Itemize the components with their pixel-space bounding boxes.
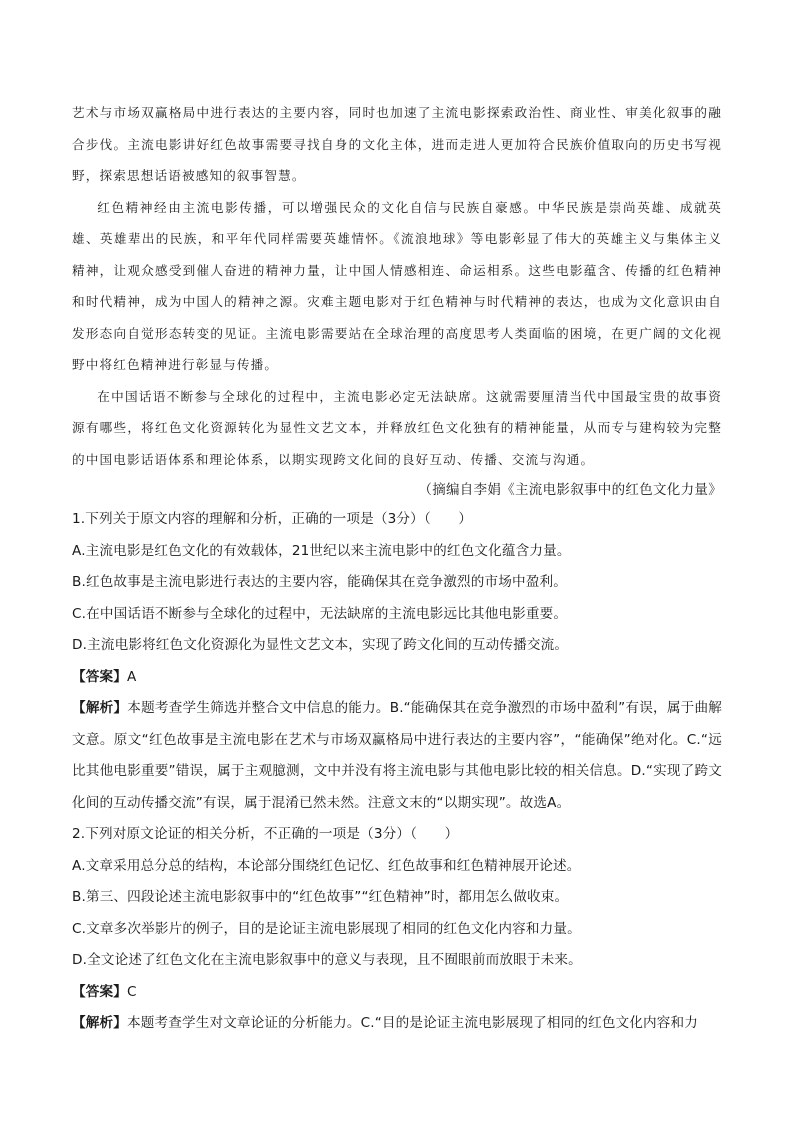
passage-paragraph-1: 艺术与市场双赢格局中进行表达的主要内容，同时也加速了主流电影探索政治性、商业性、审美化叙事的融合步伐。主流电影讲好红色故事需要寻找自身的文化主体，进而走进人更加符合民族价值取向的历史书写视野，探索思想话语被感知的叙事智慧。 bbox=[72, 105, 722, 183]
question-2-stem: 2.下列对原文论证的相关分析，不正确的一项是（3分）（ ） bbox=[72, 826, 459, 842]
question-2-option-b: B.第三、四段论述主流电影叙事中的“红色故事”“红色精神”时，都用怎么做收束。 bbox=[72, 889, 569, 905]
question-section bbox=[72, 504, 722, 1040]
question-1-stem: 1.下列关于原文内容的理解和分析，正确的一项是（3分）（ ） bbox=[72, 511, 473, 527]
passage-source: （摘编自李娟《主流电影叙事中的红色文化力量》 bbox=[418, 482, 722, 498]
analysis-label: 【解析】 bbox=[72, 1015, 127, 1031]
passage-paragraph-3: 在中国话语不断参与全球化的过程中，主流电影必定无法缺席。这就需要厘清当代中国最宝贵的故事资源有哪些，将红色文化资源转化为显性文艺文本，并释放红色文化独有的精神能量，从而专与建构较为完整的中国电影话语体系和理论体系，以期实现跨文化间的良好互动、传播、交流与沟通。 bbox=[72, 388, 722, 467]
question-2-analysis bbox=[72, 1008, 722, 1040]
question-1-option-c: C.在中国话语不断参与全球化的过程中，无法缺席的主流电影远比其他电影重要。 bbox=[72, 605, 568, 622]
analysis-text: 本题考查学生对文章论证的分析能力。C.“目的是论证主流电影展现了相同的红色文化内容和力 bbox=[126, 1015, 699, 1031]
analysis-text: 本题考查学生筛选并整合文中信息的能力。B.“能确保其在竞争激烈的市场中盈利”有误，属于曲解文意。原文“红色故事是主流电影在艺术与市场双赢格局中进行表达的主要内容”，“能确保”绝对化。C.“远比其他电影重要”错误，属于主观臆测，文中并没有将主流电影与其他电影比较的相关信息。D.“实现了跨文化间的互动传播交流”有误，属于混淆已然未然。注意文末的“以期实现”。故选A。 bbox=[72, 700, 722, 811]
question-1-analysis bbox=[72, 693, 722, 819]
answer-value: A bbox=[126, 668, 137, 685]
question-2-answer bbox=[72, 977, 722, 1009]
question-1-answer bbox=[72, 662, 722, 694]
answer-label: 【答案】 bbox=[72, 668, 127, 685]
question-1-option-d: D.主流电影将红色文化资源化为显性文艺文本，实现了跨文化间的互动传播交流。 bbox=[72, 637, 569, 653]
answer-label: 【答案】 bbox=[72, 983, 127, 1000]
passage-paragraph-2: 红色精神经由主流电影传播，可以增强民众的文化自信与民族自豪感。中华民族是崇尚英雄、成就英雄、英雄辈出的民族，和平年代同样需要英雄情怀。《流浪地球》等电影彰显了伟大的英雄主义与集体主义精神，让观众感受到催人奋进的精神力量，让中国人情感相连、命运相系。这些电影蕴含、传播的红色精神和时代精神，成为中国人的精神之源。灾难主题电影对于红色精神与时代精神的表达，也成为文化意识由自发形态向自觉形态转变的见证。主流电影需要站在全球治理的高度思考人类面临的困境，在更广阔的文化视野中将红色精神进行彰显与传播。 bbox=[72, 199, 722, 372]
answer-value: C bbox=[126, 983, 137, 1000]
reading-passage bbox=[72, 97, 722, 475]
question-1-option-b: B.红色故事是主流电影进行表达的主要内容，能确保其在竞争激烈的市场中盈利。 bbox=[72, 574, 567, 590]
question-2-option-c: C.文章多次举影片的例子，目的是论证主流电影展现了相同的红色文化内容和力量。 bbox=[72, 920, 581, 937]
analysis-label: 【解析】 bbox=[72, 700, 128, 716]
question-1-option-a: A.主流电影是红色文化的有效载体，21世纪以来主流电影中的红色文化蕴含力量。 bbox=[72, 542, 571, 559]
question-2-option-d: D.全文论述了红色文化在主流电影叙事中的意义与表现，且不囿眼前而放眼于未来。 bbox=[72, 952, 582, 968]
question-2-option-a: A.文章采用总分总的结构，本论部分围绕红色记忆、红色故事和红色精神展开论述。 bbox=[72, 857, 581, 874]
